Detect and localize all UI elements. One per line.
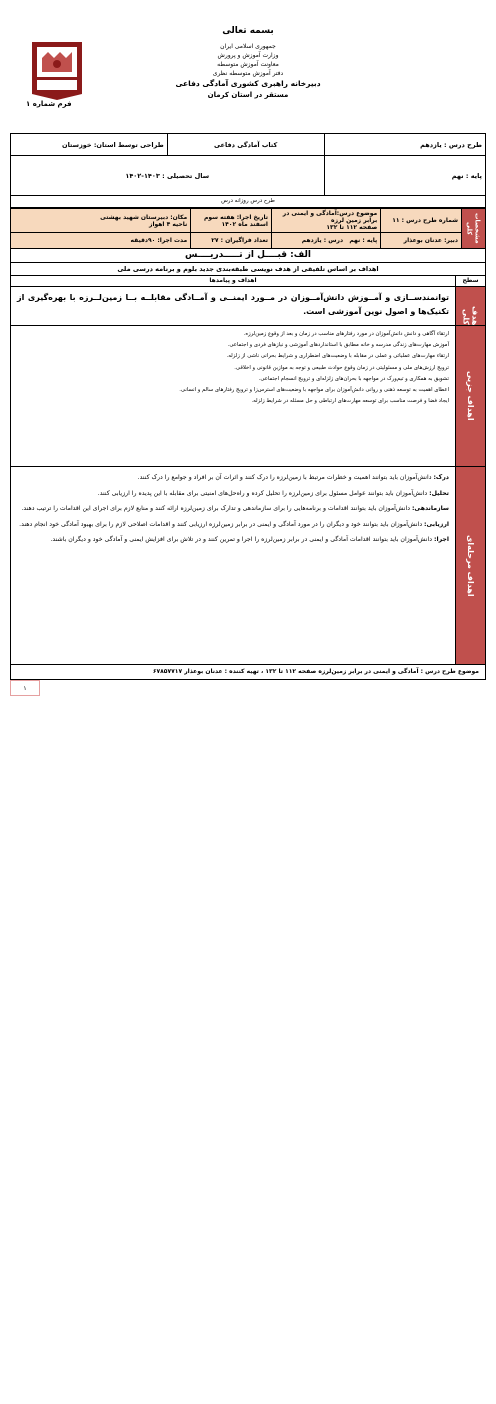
objectives-column-headers bbox=[10, 276, 486, 287]
partial-goal-item: اعطای اهمیت به توسعه ذهنی و روانی دانش‌آموزان برای مواجهه با وضعیت‌های استرس‌زا و ترویج رفتارهای سالم و انسانی. bbox=[179, 387, 449, 394]
student-count: تعداد فراگیران : ۲۷ bbox=[191, 233, 272, 249]
main-goal-text: توانمندســازی و آمــوزش دانش‌آمــوزان در مــورد ایمنــی و آمــادگی مقابلــه بــا زمین‌لــرزه با بهره‌گیری از تکنیک‌ها و اصول نوین آموزشی است. bbox=[17, 293, 449, 316]
header-line: وزارت آموزش و پرورش bbox=[217, 52, 279, 59]
header-subtitle: مستقر در استان کرمان bbox=[207, 91, 289, 99]
footer: موضوع طرح درس : آمادگی و ایمنی در برابر زمین‌لرزه صفحه ۱۱۲ تا ۱۳۲ ، تهیه کننده : عدنان بوعذار ۶۷۸۵۷۷۱۷ bbox=[10, 665, 486, 680]
behavioral-goals-label: اهداف مرحله‌ای bbox=[456, 467, 485, 664]
school-place: مکان: دبیرستان شهید بهشتی ناحیه ۴ اهواز bbox=[11, 209, 191, 233]
main-goal-row bbox=[10, 287, 486, 326]
partial-goal-item: ارتقاء آگاهی و دانش دانش‌آموزان در مورد رفتارهای مناسب در زمان و بعد از وقوع زمین‌لرزه. bbox=[243, 331, 449, 337]
behavioral-goals-list bbox=[11, 467, 455, 664]
objectives-subheading: اهداف بر اساس تلفیقی از هدف نویسی طبقه‌بندی جدید بلوم و برنامه درسی ملی bbox=[10, 263, 486, 276]
info-table bbox=[10, 133, 486, 196]
partial-goals-row bbox=[10, 326, 486, 467]
level-header: سطح bbox=[455, 276, 485, 286]
form-number: فرم شماره ۱ bbox=[26, 100, 72, 108]
school-logo-icon bbox=[28, 34, 86, 102]
main-goal-label: هدف کلی bbox=[456, 287, 485, 325]
header-lines bbox=[120, 42, 376, 101]
header-line: دفتر آموزش متوسطه نظری bbox=[212, 70, 284, 77]
partial-goal-item: تشویق به همکاری و تیم‌ورک در مواجهه با بحران‌های زلزله‌ای و ترویج انسجام اجتماعی. bbox=[258, 375, 449, 382]
plan-type: طرح درس : یازدهم bbox=[324, 134, 486, 156]
behavioral-goal-item: ارزیابی: دانش‌آموزان باید بتوانند خود و دیگران را در مورد آمادگی و ایمنی در برابر زمین‌لرزه ارزیابی کنند و اقدامات اصلاحی لازم را برای بهبود آمادگی خود انجام دهند. bbox=[19, 520, 449, 528]
partial-goal-item: آموزش مهارت‌های زندگی مدرسه و خانه مطابق با استانداردهای آموزشی و نیازهای فردی و اجتماعی. bbox=[227, 342, 449, 349]
grade: پایه : نهم bbox=[324, 156, 486, 196]
duration: مدت اجرا: ۹۰دقیقه bbox=[11, 233, 191, 249]
behavioral-goals-row bbox=[10, 467, 486, 665]
plan-number: شماره طرح درس : ۱۱ bbox=[381, 209, 462, 233]
school-year: سال تحصیلی : ۱۴۰۳-۱۴۰۲ bbox=[11, 156, 325, 196]
specs-side-label: مشخصات کلی bbox=[462, 209, 486, 249]
partial-goal-item: ارتقاء مهارت‌های عملیاتی و عملی در مقابله با وضعیت‌های اضطراری و شرایط بحرانی ناشی از زلزله. bbox=[226, 353, 449, 360]
execution-date: تاریخ اجرا: هفته سوم اسفند ماه ۱۴۰۲ bbox=[191, 209, 272, 233]
behavioral-goal-item: سازماندهی: دانش‌آموزان باید بتوانند اقدامات و برنامه‌هایی را برای سازماندهی و تدارک برای زمین‌لرزه ارائه کنند و منابع لازم برای اجرای این اقدامات را ترتیب دهند. bbox=[21, 505, 449, 512]
daily-plan-label: طرح درس روزانه درس bbox=[10, 196, 486, 208]
grade-and-lesson: پایه : نهم درس : یازدهم bbox=[272, 233, 381, 249]
partial-goal-item: ایجاد فضا و فرصت مناسب برای توسعه مهارت‌های ارتباطی و حل مسئله در شرایط زلزله. bbox=[251, 398, 449, 405]
goals-header: اهداف و پیامدها bbox=[209, 277, 257, 284]
partial-goals-list bbox=[11, 326, 455, 466]
section-banner: الف: قبــــل از تـــــدریــــس bbox=[10, 249, 486, 263]
page-number: ۱ bbox=[10, 680, 40, 696]
partial-goal-item: ترویج ارزش‌های ملی و مسئولیتی در زمان وقوع حوادث طبیعی و توجه به موازین قانونی و اخلاقی. bbox=[234, 364, 449, 371]
book-name: کتاب آمادگی دفاعی bbox=[167, 134, 324, 156]
teacher-name: دبیر: عدنان بوعذار bbox=[381, 233, 462, 249]
header-line: جمهوری اسلامی ایران bbox=[220, 43, 276, 50]
lesson-topic: موضوع درس:آمادگی و ایمنی در برابر زمین لرزه صفحه ۱۱۲ تا ۱۳۲ bbox=[272, 209, 381, 233]
behavioral-goal-item: تحلیل: دانش‌آموزان باید بتوانند عوامل مسئول برای زمین‌لرزه را تحلیل کرده و راه‌حل‌های امنیتی برای مقابله با این پدیده را ارزیابی کنند. bbox=[97, 489, 449, 497]
partial-goals-label: اهداف جزیی bbox=[456, 326, 485, 466]
header-title: دبیرخانه راهبری کشوری آمادگی دفاعی bbox=[175, 79, 321, 88]
header-line: معاونت آموزش متوسطه bbox=[217, 61, 279, 68]
behavioral-goal-item: اجرا: دانش‌آموزان باید بتوانند اقدامات آمادگی و ایمنی در برابر زمین‌لرزه را اجرا و تمرین کنند و در تلاش برای افزایش ایمنی و آمادگی خود و دیگران باشند. bbox=[50, 536, 449, 543]
header bbox=[10, 8, 486, 133]
specs-table bbox=[10, 208, 486, 249]
bismillah: بسمه تعالی bbox=[222, 26, 274, 36]
behavioral-goal-item: درک: دانش‌آموزان باید بتوانند اهمیت و خطرات مرتبط با زمین‌لرزه را درک کنند و اثرات آن بر افراد و جوامع را درک کنند. bbox=[137, 474, 449, 481]
document-page bbox=[10, 8, 486, 696]
designer: طراحی توسط استان: خوزستان bbox=[11, 134, 168, 156]
